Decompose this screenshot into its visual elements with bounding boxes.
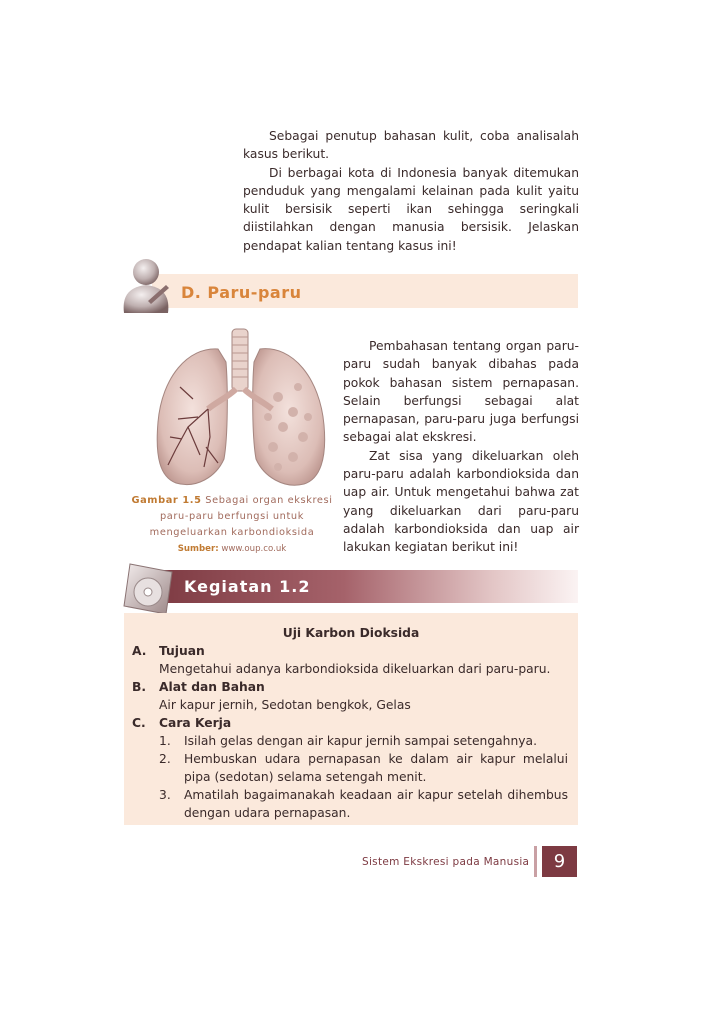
step-number: 1. xyxy=(159,734,171,748)
intro-paragraph-1: Sebagai penutup bahasan kulit, coba analisalah kasus berikut. xyxy=(243,129,579,162)
cd-case-icon xyxy=(118,560,178,618)
intro-paragraph-2: Di berbagai kota di Indonesia banyak ditemukan penduduk yang mengalami kelainan pada kulit yaitu kulit bersisik seperti ikan sehingga seringkali diistilahkan dengan manusia bersisik. Jelaskan pendapat kalian tentang kasus ini! xyxy=(243,165,579,253)
step-number: 2. xyxy=(159,752,171,766)
section-c-letter: C. xyxy=(132,716,146,730)
intro-text xyxy=(243,127,579,255)
section-b-heading: Alat dan Bahan xyxy=(159,680,265,694)
figure-label: Gambar 1.5 xyxy=(131,495,202,506)
figure-caption xyxy=(128,493,336,557)
activity-subtitle: Uji Karbon Dioksida xyxy=(282,626,420,640)
lungs-illustration xyxy=(148,327,334,492)
section-c-heading: Cara Kerja xyxy=(159,716,232,730)
figure-source xyxy=(178,544,287,554)
section-d-text xyxy=(343,337,579,557)
step-text: Amatilah bagaimanakah keadaan air kapur setelah dihembus dengan udara pernapasan. xyxy=(184,788,568,820)
section-a-heading: Tujuan xyxy=(159,644,205,658)
step-text: Hembuskan udara pernapasan ke dalam air kapur melalui pipa (sedotan) selama setengah menit. xyxy=(184,752,568,784)
section-b-letter: B. xyxy=(132,680,147,694)
page-number-bar xyxy=(534,846,537,877)
section-d-title: D. Paru-paru xyxy=(181,283,302,302)
activity-box xyxy=(124,613,578,825)
section-b-text: Air kapur jernih, Sedotan bengkok, Gelas xyxy=(159,698,411,712)
section-a-letter: A. xyxy=(132,644,147,658)
figure-caption-text: Sebagai organ ekskresi paru-paru berfungsi untuk mengeluarkan karbondioksida xyxy=(149,495,333,538)
section-a-text: Mengetahui adanya karbondioksida dikeluarkan dari paru-paru. xyxy=(159,662,551,676)
kegiatan-title: Kegiatan 1.2 xyxy=(184,577,311,596)
figure-source-url: www.oup.co.uk xyxy=(221,544,287,554)
footer-chapter: Sistem Ekskresi pada Manusia xyxy=(362,856,530,868)
step-number: 3. xyxy=(159,788,171,802)
section-d-paragraph-1: Pembahasan tentang organ paru-paru sudah banyak dibahas pada pokok bahasan sistem pernapasan. Selain berfungsi sebagai alat pernapasan, paru-paru juga berfungsi sebagai alat ekskresi. xyxy=(343,339,579,445)
step-text: Isilah gelas dengan air kapur jernih sampai setengahnya. xyxy=(184,734,537,748)
page-number: 9 xyxy=(542,846,577,877)
section-d-paragraph-2: Zat sisa yang dikeluarkan oleh paru-paru adalah karbondioksida dan uap air. Untuk mengetahui bahwa zat yang dikeluarkan dari paru-paru adalah karbondioksida dan uap air lakukan kegiatan berikut ini! xyxy=(343,448,579,555)
figure-source-label: Sumber: xyxy=(177,544,219,554)
student-icon xyxy=(118,255,174,315)
